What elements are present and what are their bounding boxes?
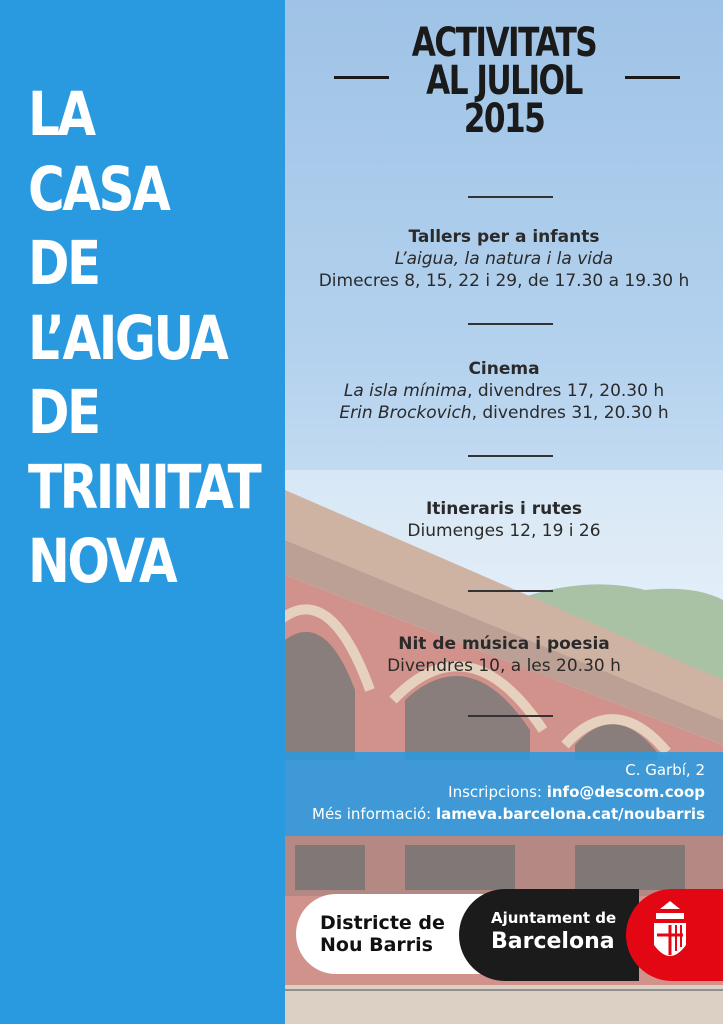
title-line: TRINITAT — [28, 451, 260, 523]
signup-label: Inscripcions: — [448, 783, 547, 801]
cinema-film-1 — [285, 380, 723, 402]
workshops-subtitle: L’aigua, la natura i la vida — [394, 249, 614, 269]
title-line: CASA — [28, 153, 169, 225]
routes-dates: Diumenges 12, 19 i 26 — [407, 521, 601, 541]
cinema-heading: Cinema — [468, 359, 540, 379]
header-line-1: ACTIVITATS — [411, 20, 597, 66]
title-line: L’AIGUA — [28, 302, 227, 374]
right-activities-panel — [285, 0, 723, 1024]
header-line-3: 2015 — [463, 96, 545, 142]
title-line: DE — [28, 377, 99, 448]
routes-heading: Itineraris i rutes — [425, 499, 583, 519]
signup-line — [448, 782, 705, 802]
title-line: NOVA — [28, 526, 176, 597]
more-info-label: Més informació: — [312, 805, 437, 823]
separator — [468, 196, 553, 198]
address: C. Garbí, 2 — [625, 761, 705, 779]
film-2-when: , divendres 31, 20.30 h — [471, 403, 669, 423]
barcelona-coat-of-arms — [626, 889, 723, 981]
separator — [468, 323, 553, 325]
separator — [468, 590, 553, 592]
main-title — [28, 78, 310, 600]
title-line: DE — [28, 228, 99, 299]
coat-of-arms-icon — [626, 889, 723, 981]
info-band — [285, 752, 723, 836]
cinema-film-2 — [285, 402, 723, 424]
night-section — [285, 633, 723, 677]
film-2-title: Erin Brockovich — [339, 403, 472, 423]
separator — [468, 715, 553, 717]
night-heading: Nit de música i poesia — [398, 634, 610, 654]
city-line-1: Ajuntament de — [491, 909, 617, 927]
district-line-2: Nou Barris — [320, 934, 433, 956]
activities-header — [285, 20, 723, 142]
more-info-link[interactable]: lameva.barcelona.cat/noubarris — [436, 805, 705, 823]
district-line-1: Districte de — [320, 912, 445, 934]
workshops-section — [285, 226, 723, 292]
signup-email-link[interactable]: info@descom.coop — [546, 783, 705, 801]
cinema-section — [285, 358, 723, 424]
workshops-dates: Dimecres 8, 15, 22 i 29, de 17.30 a 19.30 h — [318, 271, 690, 291]
district-logo — [296, 894, 486, 974]
workshops-heading: Tallers per a infants — [408, 227, 600, 247]
title-line: LA — [28, 79, 94, 150]
separator — [468, 455, 553, 457]
left-title-panel — [0, 0, 285, 1024]
city-council-logo — [459, 889, 639, 981]
sponsor-logos — [296, 889, 723, 981]
night-dates: Divendres 10, a les 20.30 h — [387, 656, 621, 676]
film-1-title: La isla mínima — [343, 381, 468, 401]
more-info-line — [312, 804, 705, 824]
routes-section — [285, 498, 723, 542]
film-1-when: , divendres 17, 20.30 h — [467, 381, 665, 401]
city-line-2: Barcelona — [491, 929, 615, 954]
header-line-2: AL JULIOL — [426, 58, 582, 104]
